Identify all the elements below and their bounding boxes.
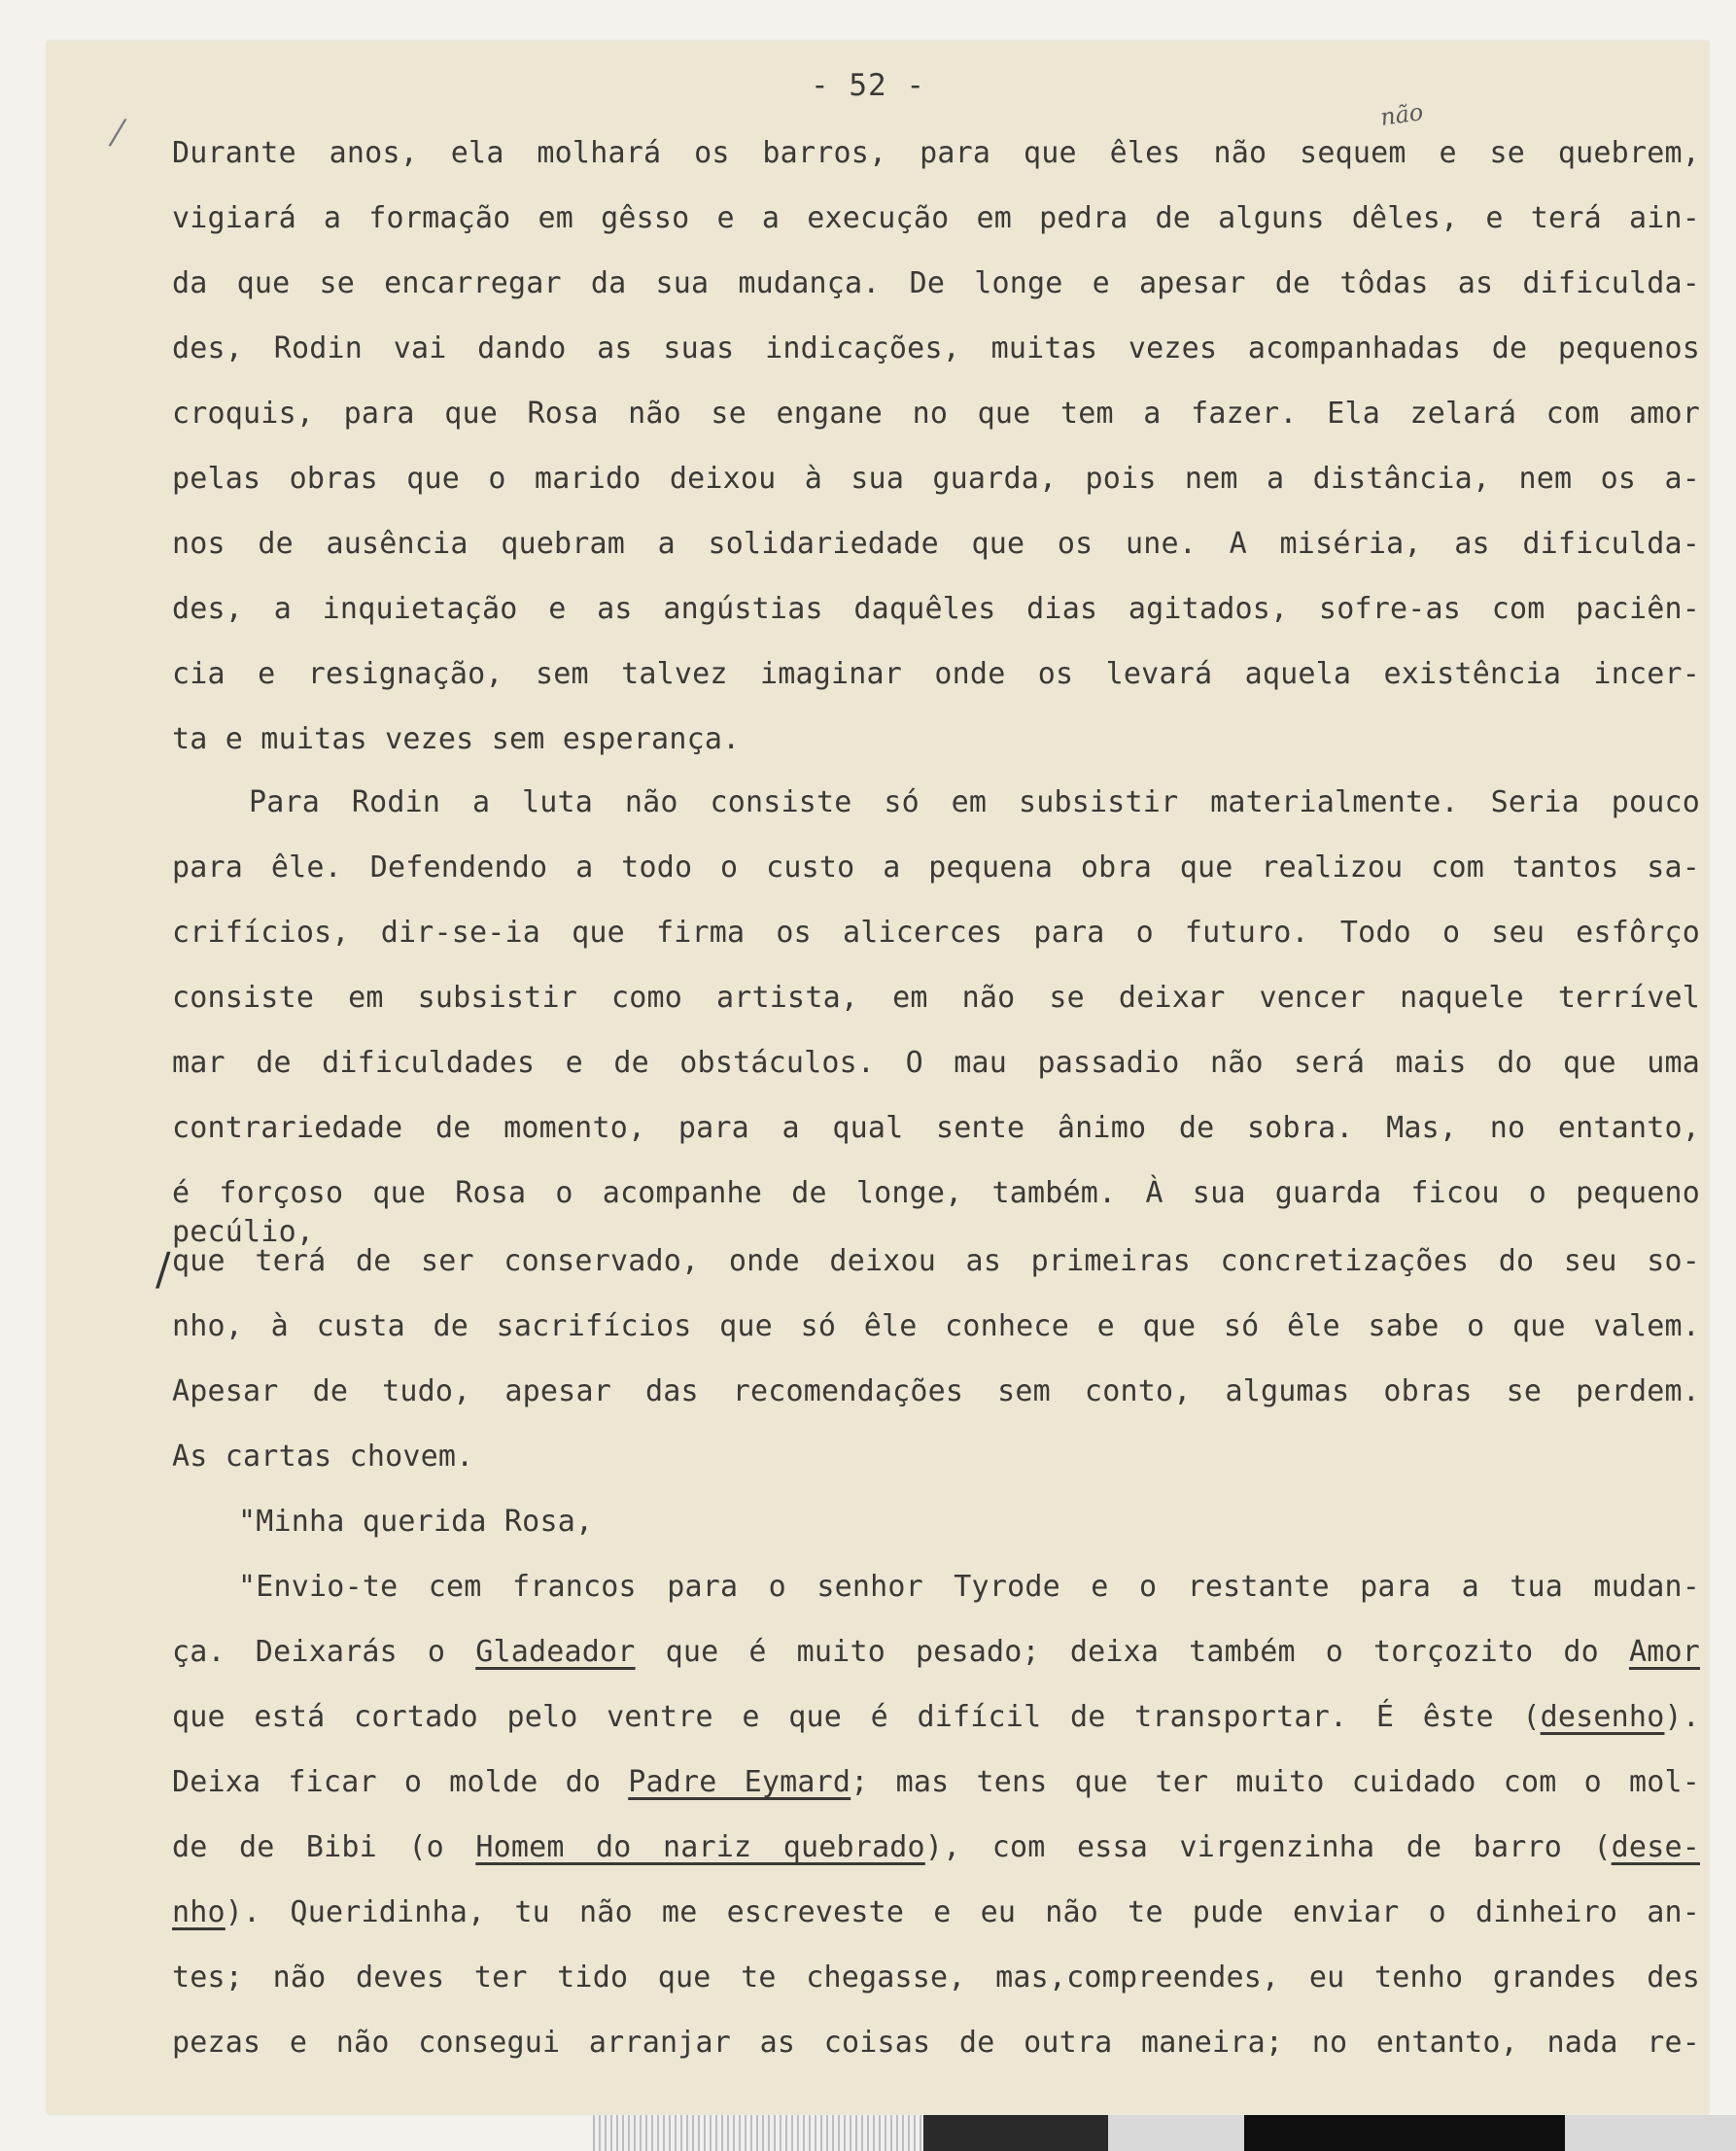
text-line: vigiará a formação em gêsso e a execução em pedra de alguns dêles, e terá ain- xyxy=(172,201,1700,235)
text-line: nos de ausência quebram a solidariedade que os une. A miséria, as dificulda- xyxy=(172,527,1700,561)
text-line: consiste em subsistir como artista, em não se deixar vencer naquele terrível xyxy=(172,981,1700,1015)
ruler-black-patch xyxy=(1244,2115,1565,2151)
text-line: mar de dificuldades e de obstáculos. O mau passadio não será mais do que uma xyxy=(172,1046,1700,1080)
text-line: des, Rodin vai dando as suas indicações, muitas vezes acompanhadas de pequenos xyxy=(172,331,1700,365)
text-line: contrariedade de momento, para a qual sente ânimo de sobra. Mas, no entanto, xyxy=(172,1111,1700,1145)
underlined-title: Padre Eymard xyxy=(628,1765,851,1799)
page-number: - 52 - xyxy=(811,68,925,103)
text-line: Deixa ficar o molde do Padre Eymard; mas tens que ter muito cuidado com o mol- xyxy=(172,1765,1701,1799)
text-line: de de Bibi (o Homem do nariz quebrado), com essa virgenzinha de barro (dese- xyxy=(172,1830,1700,1864)
handwritten-correction: não xyxy=(1378,98,1425,131)
text-line: pelas obras que o marido deixou à sua guarda, pois nem a distância, nem os a- xyxy=(172,462,1700,496)
underlined-word: nho xyxy=(172,1895,226,1929)
text-line: que está cortado pelo ventre e que é difícil de transportar. É êste (desenho). xyxy=(172,1700,1700,1734)
ruler-black-patch xyxy=(923,2115,1108,2151)
ruler-ticks xyxy=(593,2115,923,2151)
text-line-insert: pecúlio, xyxy=(172,1215,315,1249)
text-line: para êle. Defendendo a todo o custo a pequena obra que realizou com tantos sa- xyxy=(172,850,1700,885)
margin-mark-x: ⁄ xyxy=(115,115,122,155)
underlined-title: Amor xyxy=(1628,1635,1700,1669)
text-line: crifícios, dir-se-ia que firma os alicerces para o futuro. Todo o seu esfôrço xyxy=(172,916,1700,950)
text-line: tes; não deves ter tido que te chegasse, mas,compreendes, eu tenho grandes des xyxy=(172,1960,1700,1995)
underlined-word: desenho xyxy=(1540,1700,1665,1734)
text-line: ça. Deixarás o Gladeador que é muito pesado; deixa também o torçozito do Amor xyxy=(172,1635,1700,1669)
text-line: cia e resignação, sem talvez imaginar onde os levará aquela existência incer- xyxy=(172,657,1700,691)
text-line: des, a inquietação e as angústias daquêles dias agitados, sofre-as com paciên- xyxy=(172,592,1700,626)
text-line: croquis, para que Rosa não se engane no que tem a fazer. Ela zelará com amor xyxy=(172,397,1700,431)
underlined-title: Homem do nariz quebrado xyxy=(475,1830,925,1864)
text-line: da que se encarregar da sua mudança. De longe e apesar de tôdas as dificulda- xyxy=(172,266,1700,300)
letter-salutation: "Minha querida Rosa, xyxy=(238,1505,594,1539)
text-line: nho). Queridinha, tu não me escreveste e eu não te pude enviar o dinheiro an- xyxy=(172,1895,1700,1929)
text-line: que terá de ser conservado, onde deixou as primeiras concretizações do seu so- xyxy=(172,1244,1700,1278)
color-calibration-ruler xyxy=(593,2115,1736,2151)
text-line: Apesar de tudo, apesar das recomendações sem conto, algumas obras se perdem. xyxy=(172,1374,1700,1408)
text-line: nho, à custa de sacrifícios que só êle conhece e que só êle sabe o que valem. xyxy=(172,1309,1700,1343)
text-line: "Envio-te cem francos para o senhor Tyrode e o restante para a tua mudan- xyxy=(238,1570,1700,1604)
underlined-word: dese- xyxy=(1611,1830,1700,1864)
text-line: Para Rodin a luta não consiste só em subsistir materialmente. Seria pouco xyxy=(249,785,1700,819)
text-line: é forçoso que Rosa o acompanhe de longe, também. À sua guarda ficou o pequeno xyxy=(172,1176,1700,1210)
text-line: pezas e não consegui arranjar as coisas de outra maneira; no entanto, nada re- xyxy=(172,2026,1700,2060)
underlined-title: Gladeador xyxy=(475,1635,636,1669)
text-line: Durante anos, ela molhará os barros, para que êles não sequem e se quebrem, xyxy=(172,136,1700,170)
margin-mark-bracket: / xyxy=(156,1242,171,1295)
text-line: ta e muitas vezes sem esperança. xyxy=(172,722,741,756)
text-line: As cartas chovem. xyxy=(172,1440,474,1474)
